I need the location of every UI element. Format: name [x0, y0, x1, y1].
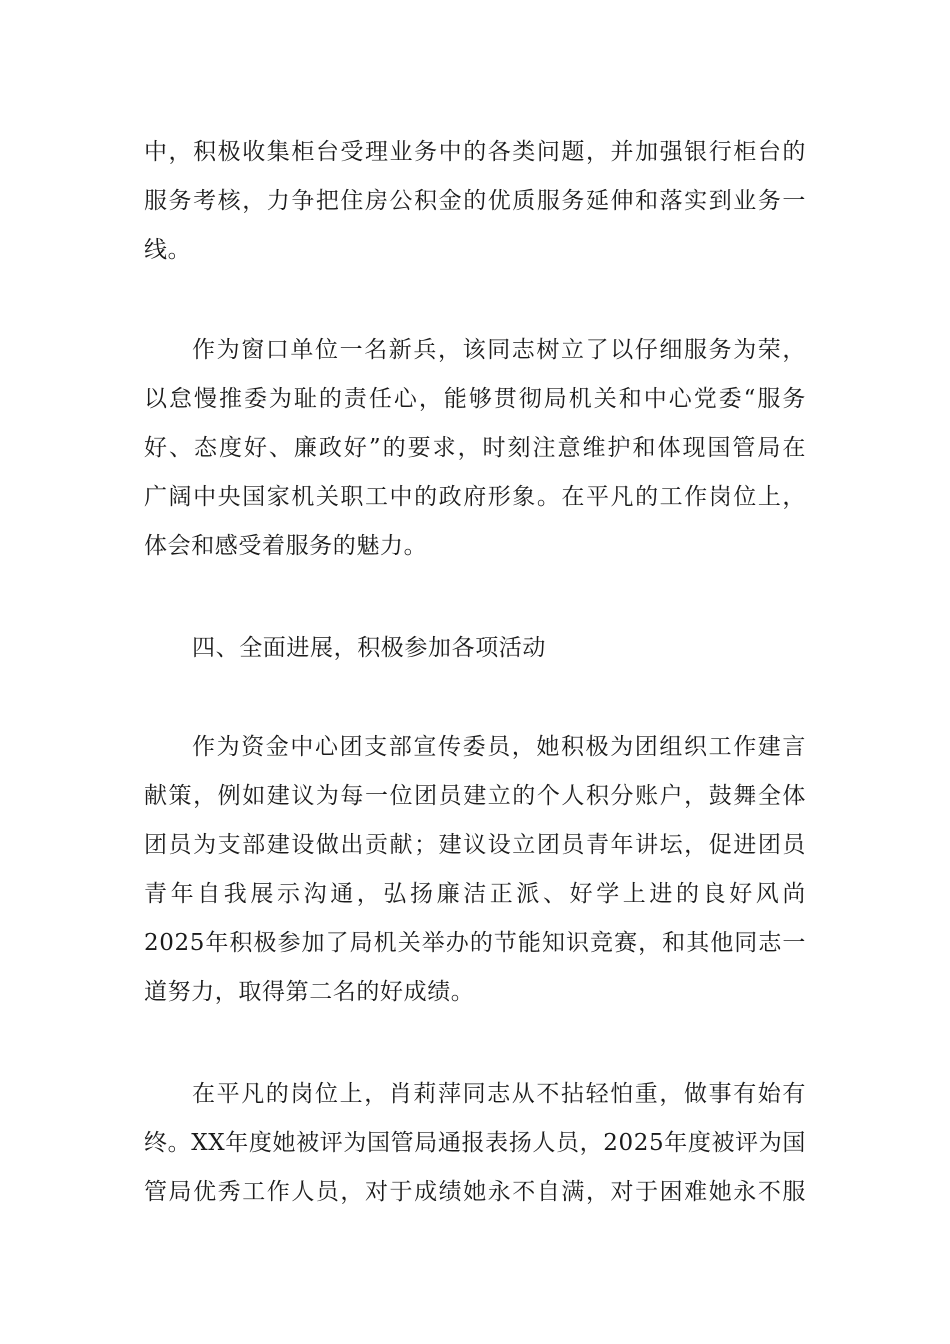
text-line: 终。XX年度她被评为国管局通报表扬人员，2025年度被评为国 — [144, 1130, 806, 1156]
text-line: 道努力，取得第二名的好成绩。 — [144, 979, 475, 1005]
text-line: 献策，例如建议为每一位团员建立的个人积分账户，鼓舞全体 — [144, 783, 806, 809]
text-line: 好、态度好、廉政好”的要求，时刻注意维护和体现国管局在 — [144, 435, 806, 461]
text-line: 团员为支部建设做出贡献；建议设立团员青年讲坛，促进团员 — [144, 832, 806, 858]
text-line: 作为窗口单位一名新兵，该同志树立了以仔细服务为荣， — [192, 337, 806, 363]
text-line: 以怠慢推委为耻的责任心，能够贯彻局机关和中心党委“服务 — [144, 386, 806, 412]
text-line: 体会和感受着服务的魅力。 — [144, 533, 428, 559]
section-heading — [144, 624, 806, 673]
text-line: 服务考核，力争把住房公积金的优质服务延伸和落实到业务一 — [144, 188, 806, 214]
text-line: 广阔中央国家机关职工中的政府形象。在平凡的工作岗位上， — [144, 484, 806, 510]
text-line: 管局优秀工作人员，对于成绩她永不自满，对于困难她永不服 — [144, 1179, 806, 1205]
text-line: 青年自我展示沟通，弘扬廉洁正派、好学上进的良好风尚 — [144, 881, 806, 907]
paragraph-5 — [144, 1070, 806, 1217]
text-line: 2025年积极参加了局机关举办的节能知识竞赛，和其他同志一 — [144, 930, 806, 956]
paragraph-4 — [144, 723, 806, 1017]
text-line: 作为资金中心团支部宣传委员，她积极为团组织工作建言 — [192, 734, 806, 760]
paragraph-1 — [144, 128, 806, 275]
paragraph-2 — [144, 326, 806, 571]
heading-text: 四、全面进展，积极参加各项活动 — [192, 635, 546, 661]
text-line: 线。 — [144, 237, 192, 263]
text-line: 中，积极收集柜台受理业务中的各类问题，并加强银行柜台的 — [144, 139, 806, 165]
text-line: 在平凡的岗位上，肖莉萍同志从不拈轻怕重，做事有始有 — [192, 1081, 806, 1107]
